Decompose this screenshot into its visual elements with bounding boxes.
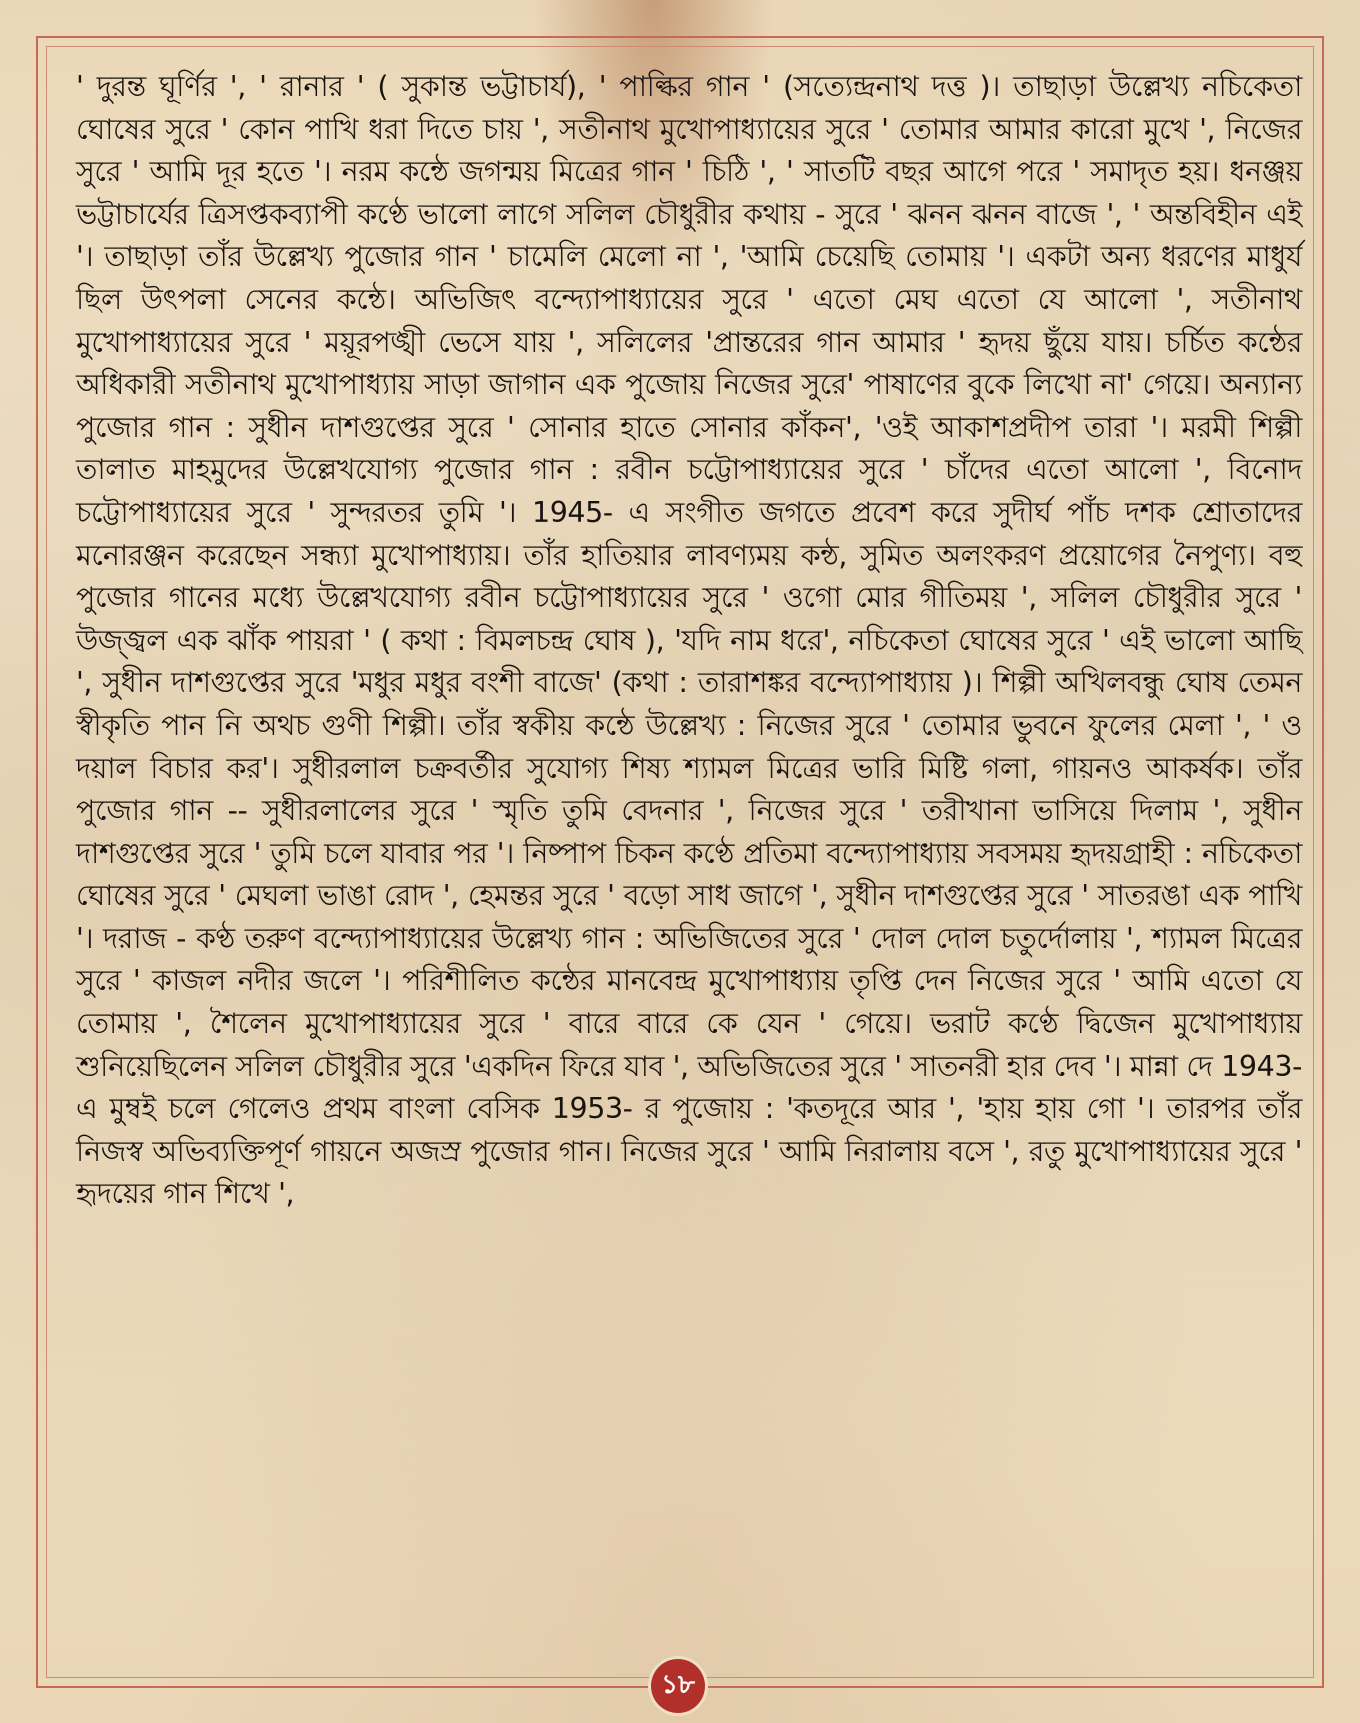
page-number: ১৮: [661, 1670, 695, 1700]
page-number-badge: [651, 1659, 705, 1713]
article-text: [76, 66, 1302, 1216]
body-paragraph: ' দুরন্ত ঘূর্ণির ', ' রানার ' ( সুকান্ত ভট্টাচার্য), ' পাল্কির গান ' (সত্যেন্দ্রনাথ দত্ত )। তাছাড়া উল্লেখ্য নচিকেতা ঘোষের সুরে ' কোন পাখি ধরা দিতে চায় ', সতীনাথ মুখোপাধ্যায়ের সুরে ' তোমার আমার কারো মুখে ', নিজের সুরে ' আমি দূর হতে '। নরম কন্ঠে জগন্ময় মিত্রের গান ' চিঠি ', ' সাতটি বছর আগে পরে ' সমাদৃত হয়। ধনঞ্জয় ভট্টাচার্যের ত্রিসপ্তকব্যাপী কণ্ঠে ভালো লাগে সলিল চৌধুরীর কথায় - সুরে ' ঝনন ঝনন বাজে ', ' অন্তবিহীন এই '। তাছাড়া তাঁর উল্লেখ্য পুজোর গান ' চামেলি মেলো না ', 'আমি চেয়েছি তোমায় '। একটা অন্য ধরণের মাধুর্য ছিল উৎপলা সেনের কন্ঠে। অভিজিৎ বন্দ্যোপাধ্যায়ের সুরে ' এতো মেঘ এতো যে আলো ', সতীনাথ মুখোপাধ্যায়ের সুরে ' ময়ূরপঙ্খী ভেসে যায় ', সলিলের 'প্রান্তরের গান আমার ' হৃদয় ছুঁয়ে যায়। চর্চিত কন্ঠের অধিকারী সতীনাথ মুখোপাধ্যায় সাড়া জাগান এক পুজোয় নিজের সুরে' পাষাণের বুকে লিখো না' গেয়ে। অন্যান্য পুজোর গান : সুধীন দাশগুপ্তের সুরে ' সোনার হাতে সোনার কাঁকন', 'ওই আকাশপ্রদীপ তারা '। মরমী শিল্পী তালাত মাহমুদের উল্লেখযোগ্য পুজোর গান : রবীন চট্টোপাধ্যায়ের সুরে ' চাঁদের এতো আলো ', বিনোদ চট্টোপাধ্যায়ের সুরে ' সুন্দরতর তুমি '। 1945- এ সংগীত জগতে প্রবেশ করে সুদীর্ঘ পাঁচ দশক শ্রোতাদের মনোরঞ্জন করেছেন সন্ধ্যা মুখোপাধ্যায়। তাঁর হাতিয়ার লাবণ্যময় কন্ঠ, সুমিত অলংকরণ প্রয়োগের নৈপুণ্য। বহু পুজোর গানের মধ্যে উল্লেখযোগ্য রবীন চট্টোপাধ্যায়ের সুরে ' ওগো মোর গীতিময় ', সলিল চৌধুরীর সুরে ' উজ্জ্বল এক ঝাঁক পায়রা ' ( কথা : বিমলচন্দ্র ঘোষ ), 'যদি নাম ধরে', নচিকেতা ঘোষের সুরে ' এই ভালো আছি ', সুধীন দাশগুপ্তের সুরে 'মধুর মধুর বংশী বাজে' (কথা : তারাশঙ্কর বন্দ্যোপাধ্যায় )। শিল্পী অখিলবন্ধু ঘোষ তেমন স্বীকৃতি পান নি অথচ গুণী শিল্পী। তাঁর স্বকীয় কন্ঠে উল্লেখ্য : নিজের সুরে ' তোমার ভুবনে ফুলের মেলা ', ' ও দয়াল বিচার কর'। সুধীরলাল চক্রবর্তীর সুযোগ্য শিষ্য শ্যামল মিত্রের ভারি মিষ্টি গলা, গায়নও আকর্ষক। তাঁর পুজোর গান -- সুধীরলালের সুরে ' স্মৃতি তুমি বেদনার ', নিজের সুরে ' তরীখানা ভাসিয়ে দিলাম ', সুধীন দাশগুপ্তের সুরে ' তুমি চলে যাবার পর '। নিষ্পাপ চিকন কণ্ঠে প্রতিমা বন্দ্যোপাধ্যায় সবসময় হৃদয়গ্রাহী : নচিকেতা ঘোষের সুরে ' মেঘলা ভাঙা রোদ ', হেমন্তর সুরে ' বড়ো সাধ জাগে ', সুধীন দাশগুপ্তের সুরে ' সাতরঙা এক পাখি '। দরাজ - কণ্ঠ তরুণ বন্দ্যোপাধ্যায়ের উল্লেখ্য গান : অভিজিতের সুরে ' দোল দোল চতুর্দোলায় ', শ্যামল মিত্রের সুরে ' কাজল নদীর জলে '। পরিশীলিত কন্ঠের মানবেন্দ্র মুখোপাধ্যায় তৃপ্তি দেন নিজের সুরে ' আমি এতো যে তোমায় ', শৈলেন মুখোপাধ্যায়ের সুরে ' বারে বারে কে যেন ' গেয়ে। ভরাট কণ্ঠে দ্বিজেন মুখোপাধ্যায় শুনিয়েছিলেন সলিল চৌধুরীর সুরে 'একদিন ফিরে যাব ', অভিজিতের সুরে ' সাতনরী হার দেব '। মান্না দে 1943- এ মুম্বই চলে গেলেও প্রথম বাংলা বেসিক 1953- র পুজোয় : 'কতদূরে আর ', 'হায় হায় গো '। তারপর তাঁর নিজস্ব অভিব্যক্তিপূর্ণ গায়নে অজস্র পুজোর গান। নিজের সুরে ' আমি নিরালায় বসে ', রতু মুখোপাধ্যায়ের সুরে ' হৃদয়ের গান শিখে ',: [76, 70, 1302, 1211]
